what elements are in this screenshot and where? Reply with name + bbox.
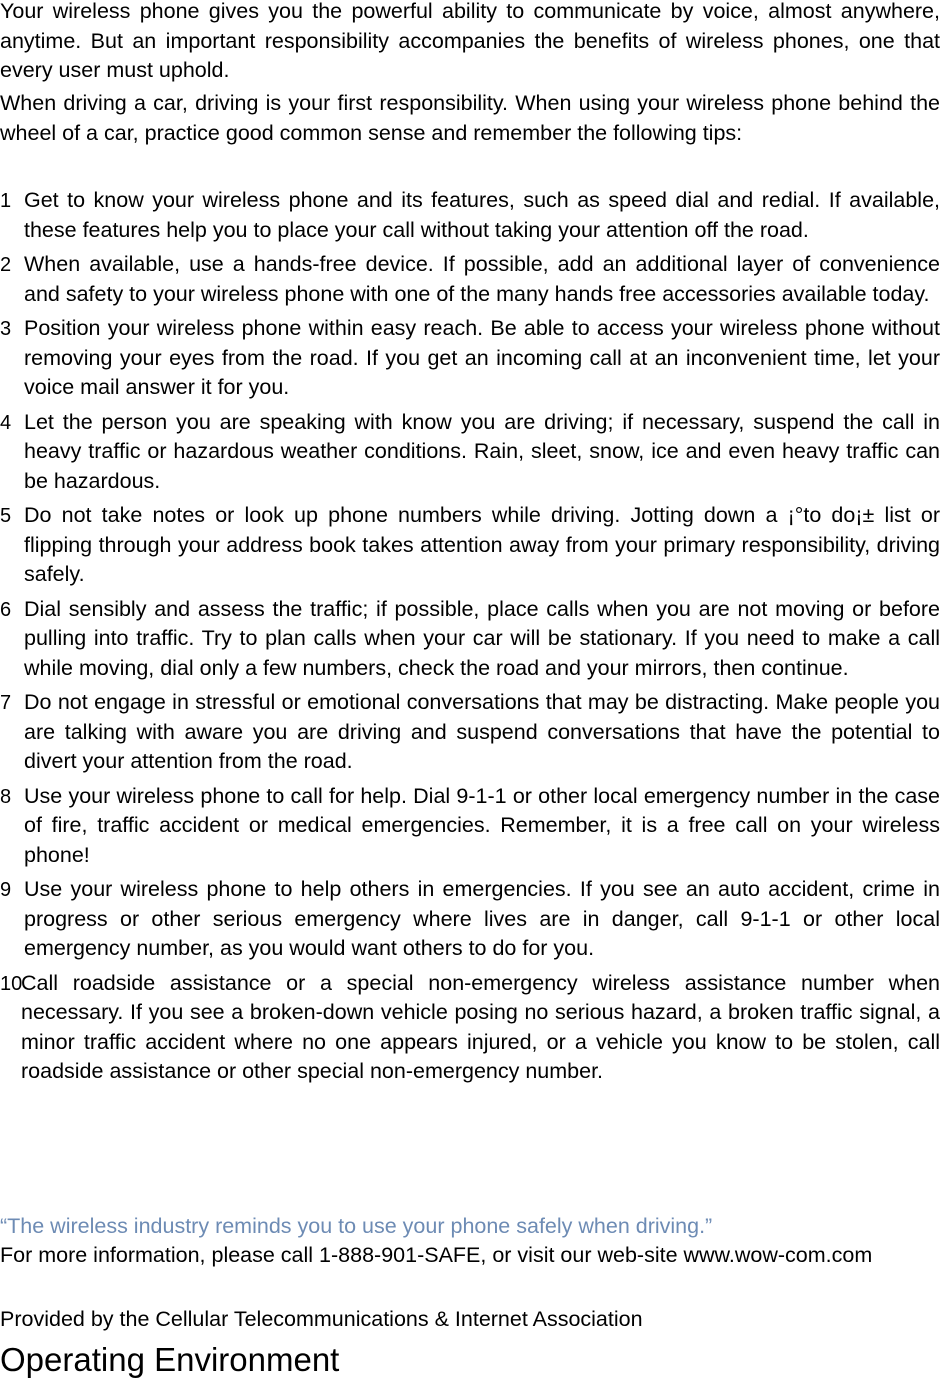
tip-item-2 — [0, 250, 940, 309]
tip-number: 5 — [0, 505, 12, 527]
tip-text: Position your wireless phone within easy reach. Be able to access your wireless phone without removing your eyes from the road. If you get an incoming call at an inconvenient time, let your voice mail answer it for you. — [24, 316, 940, 399]
tip-item-6 — [0, 595, 940, 684]
driving-tips-list — [0, 186, 940, 1092]
intro-paragraph-1: Your wireless phone gives you the powerful ability to communicate by voice, almost anywhere, anytime. But an important responsibility accompanies the benefits of wireless phones, one that every user must uphold. — [0, 0, 940, 82]
tip-item-5 — [0, 501, 940, 590]
tip-text: Use your wireless phone to call for help. Dial 9-1-1 or other local emergency number in the case of fire, traffic accident or medical emergencies. Remember, it is a free call on your wireless phone! — [24, 783, 940, 867]
tip-number: 7 — [0, 692, 12, 714]
tip-text: Do not engage in stressful or emotional conversations that may be distracting. Make people you are talking with aware you are driving and suspend conversations that have the potential to divert your attention from the road. — [24, 690, 940, 773]
section-heading: Operating Environment — [0, 1341, 340, 1378]
tip-number: 6 — [0, 598, 12, 621]
tip-text: Use your wireless phone to help others in emergencies. If you see an auto accident, crime in progress or other serious emergency where lives are in danger, call 9-1-1 or other local emergency number, as you would want others to do for you. — [24, 877, 940, 960]
tip-text: Let the person you are speaking with know you are driving; if necessary, suspend the call in heavy traffic or hazardous weather conditions. Rain, sleet, snow, ice and even heavy traffic can be hazardous. — [24, 409, 940, 493]
tip-number: 1 — [0, 190, 12, 212]
tip-text: Get to know your wireless phone and its features, such as speed dial and redial. If available, these features help you to place your call without taking your attention off the road. — [24, 188, 940, 242]
tip-item-8 — [0, 782, 940, 871]
provided-by-text: Provided by the Cellular Telecommunications & Internet Association — [0, 1307, 643, 1331]
tip-text: When available, use a hands-free device. If possible, add an additional layer of convenience and safety to your wireless phone with one of the many hands free accessories available today. — [24, 252, 940, 306]
tip-item-3 — [0, 314, 940, 403]
tip-text: Do not take notes or look up phone numbers while driving. Jotting down a ¡°to do¡± list or flipping through your address book takes attention away from your primary responsibility, driving safely. — [24, 503, 940, 586]
more-info-text: For more information, please call 1-888-901-SAFE, or visit our web-site www.wow-com.com — [0, 1243, 873, 1267]
tip-item-7 — [0, 688, 940, 777]
safety-quote: “The wireless industry reminds you to use your phone safely when driving.” — [0, 1214, 713, 1238]
intro-paragraph-2: When driving a car, driving is your first responsibility. When using your wireless phone behind the wheel of a car, practice good common sense and remember the following tips: — [0, 91, 940, 145]
tip-text: Call roadside assistance or a special non-emergency wireless assistance number when necessary. If you see a broken-down vehicle posing no serious hazard, a broken traffic signal, a minor traffic accident where no one appears injured, or a vehicle you know to be stolen, call roadside assistance or other special non-emergency number. — [21, 970, 940, 1083]
tip-item-9 — [0, 875, 940, 964]
tip-number: 10 — [0, 972, 23, 995]
tip-text: Dial sensibly and assess the traffic; if possible, place calls when you are not moving or before pulling into traffic. Try to plan calls when your car will be stationary. If you need to make a call while moving, dial only a few numbers, check the road and your mirrors, then continue. — [24, 596, 940, 680]
tip-number: 8 — [0, 785, 12, 808]
tip-item-4 — [0, 408, 940, 497]
tip-number: 4 — [0, 411, 12, 434]
tip-number: 3 — [0, 318, 12, 340]
tip-number: 2 — [0, 254, 12, 276]
tip-item-10 — [0, 969, 940, 1087]
tip-item-1 — [0, 186, 940, 245]
tip-number: 9 — [0, 879, 12, 901]
